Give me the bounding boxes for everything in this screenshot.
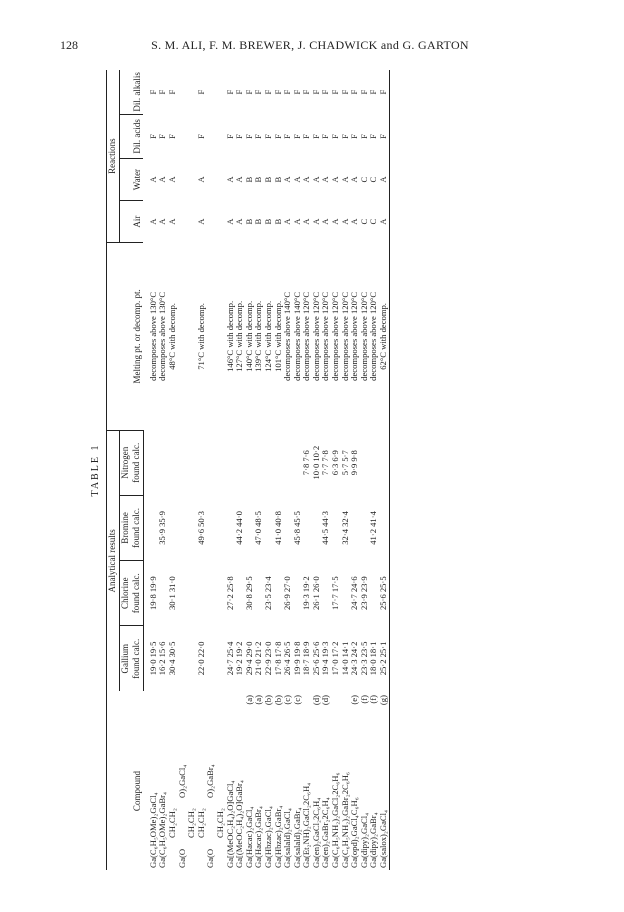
chlorine-value: 26·9 27·0 [282,576,293,611]
footnote-ref: (a) [253,695,264,705]
table-row [264,70,274,870]
gallium-value: 17·8 17·8 [272,641,283,676]
header-nitrogen-fc: found calc. [131,430,143,495]
melting-point: decomposes above 120°C [339,291,350,381]
acid-reaction: F [253,134,264,139]
alkali-reaction: F [224,89,235,95]
acid-reaction: F [291,134,302,139]
running-head: S. M. ALI, F. M. BREWER, J. CHADWICK and G. GARTON [151,38,469,52]
melting-point: decomposes above 120°C [301,291,312,381]
alkali-reaction: F [272,89,283,95]
melting-point: 48°C with decomp. [166,303,177,370]
gallium-value: 14·0 14·1 [339,641,350,676]
bromine-value [379,495,389,560]
footnote-ref [149,691,159,712]
alkali-reaction: F [282,89,293,95]
chlorine-value: 19·3 19·2 [301,576,312,611]
header-melting: Melting pt. or decomp. pt. [107,243,144,430]
footnote-ref: (b) [272,695,283,706]
air-reaction: B [262,218,273,225]
gallium-value: 16·2 15·6 [157,641,168,676]
gallium-value: 26·4 26·5 [282,641,293,676]
nitrogen-value: 6·3 6·9 [330,450,341,476]
table-row [283,70,293,870]
acid-reaction: F [195,134,206,139]
nitrogen-value [369,430,379,495]
gallium-value: 18·7 18·9 [301,641,312,676]
alkali-reaction: F [339,89,350,95]
melting-point: 139°C with decomp. [253,300,264,372]
water-reaction: A [291,176,302,183]
rotated-table-page [90,70,530,870]
air-reaction: C [368,218,379,225]
acid-reaction: F [339,134,350,139]
footnote-ref: (d) [310,695,321,706]
water-reaction: B [272,176,283,183]
nitrogen-value [226,430,236,495]
gallium-value: 22·9 23·0 [262,641,273,676]
footnote-ref [158,691,168,712]
gallium-value: 24·3 24·2 [349,641,360,676]
air-reaction: B [272,218,283,225]
air-reaction: A [379,201,389,243]
melting-point: 62°C with decomp. [379,243,389,430]
header-dil-alkalis: Dil. alkalis [119,70,143,114]
air-reaction: A [320,218,331,225]
header-reactions: Reactions [107,70,120,243]
acid-reaction: F [234,134,245,139]
table-row [149,70,159,870]
air-reaction: A [166,218,177,225]
bromine-value: 49·6 50·3 [195,511,206,545]
chlorine-value: 17·7 17·5 [330,576,341,611]
air-reaction: A [330,218,341,225]
bromine-value: 47·0 48·5 [253,511,264,545]
table-row [360,70,370,870]
bromine-value: 32·4 32·4 [339,511,350,545]
compound-name [197,712,226,870]
ring-top: CH₂CH₂ [195,808,206,838]
gallium-value: 23·3 23·5 [358,641,369,676]
header-chlorine: Chlorine [119,561,131,626]
melting-point: decomposes above 140°C [291,291,302,381]
acid-reaction: F [301,134,312,139]
alkali-reaction: F [320,89,331,95]
air-reaction: A [339,218,350,225]
bromine-value: 35·9 35·9 [157,511,168,545]
footnote-ref: (e) [349,695,360,705]
acid-reaction: F [379,114,389,158]
compound-name: Ga[(MeOC₂H₄)₂O]GaBr₄ [234,780,245,868]
water-reaction: A [320,176,331,183]
chlorine-value: 30·8 29·5 [243,576,254,611]
compound-name: Ga[(MeOC₂H₄)₂O]GaCl₄ [224,780,235,868]
melting-point: 101°C with decomp. [272,300,283,372]
air-reaction: A [291,218,302,225]
water-reaction: A [157,176,168,183]
footnote-ref: (g) [379,691,389,712]
air-reaction: A [301,218,312,225]
gallium-value: 19·4 19·3 [320,641,331,676]
footnote-ref: (c) [282,695,293,705]
water-reaction: A [195,176,206,183]
water-reaction: A [224,176,235,183]
table-caption: TABLE 1 [90,443,101,497]
water-reaction: A [330,176,341,183]
water-reaction: A [339,176,350,183]
alkali-reaction: F [330,89,341,95]
water-reaction: A [147,176,158,183]
compound-name: Ga(Et₂NH)₂GaCl₂2C₆H₄ [301,782,312,868]
header-water: Water [119,159,143,201]
acid-reaction: F [358,134,369,139]
compound-name: Ga(C₆H₅NH₂)₂GaCl₂2C₆H₆ [330,772,341,868]
ring-bottom: CH₂CH₂ [214,808,225,838]
footnote-ref [226,691,236,712]
melting-point: decomposes above 120°C [349,291,360,381]
compound-name: Ga(dipy)₂GaBr₄ [368,812,379,868]
nitrogen-value: 10·0 10·2 [310,445,321,480]
ring-top: CH₂CH₂ [166,808,177,838]
air-reaction: B [243,218,254,225]
alkali-reaction: F [310,89,321,95]
gallium-value: 30·4 30·5 [166,641,177,676]
footnote-ref: (d) [320,695,331,706]
compound-name: Ga(dipy)₂GaCl₄ [358,812,369,868]
bromine-value [302,495,312,560]
compound-name: Ga(en)₂GaCl₂2C₆H₄ [310,797,321,868]
melting-point: decomposes above 120°C [320,291,331,381]
gallium-value: 29·4 29·0 [243,641,254,676]
gallium-value: 22·0 22·0 [195,641,206,676]
water-reaction: A [301,176,312,183]
air-reaction: A [157,218,168,225]
table-row [235,70,245,870]
footnote-ref: (a) [243,695,254,705]
water-reaction: A [234,176,245,183]
air-reaction: A [349,218,360,225]
compound-name: Ga(C₆H₅OMe)₂GaCl₄ [147,792,158,868]
header-gallium-fc: found calc. [131,626,143,691]
header-bromine-fc: found calc. [131,495,143,560]
alkali-reaction: F [262,89,273,95]
air-reaction: A [234,218,245,225]
table-row [369,70,379,870]
melting-point: 146°C with decomp. [224,300,235,372]
nitrogen-value [197,430,226,495]
chlorine-value: 27·2 25·8 [224,576,235,611]
footnote-ref: (f) [358,695,369,704]
acid-reaction: F [282,134,293,139]
footnote-ref: (f) [368,695,379,704]
gallium-value: 24·7 25·4 [224,641,235,676]
nitrogen-value [264,430,274,495]
ring-right: O)₂GaBr₄ [205,764,216,798]
gallium-value: 17·0 17·2 [330,641,341,676]
compound-name: Ga(en)₂GaBr₂2C₆H₄ [320,797,331,868]
alkali-reaction: F [368,89,379,95]
nitrogen-value: 5·7 5·7 [339,450,350,476]
melting-point: decomposes above 120°C [368,291,379,381]
compound-name: Ga(Hacac)₂GaBr₄ [253,806,264,868]
melting-point: decomposes above 120°C [358,291,369,381]
chlorine-value: 25·6 25·5 [379,561,389,626]
gallium-value: 25·2 25·1 [379,626,389,691]
table-row [350,70,360,870]
alkali-reaction: F [358,89,369,95]
water-reaction: A [282,176,293,183]
nitrogen-value [235,430,245,495]
alkali-reaction: F [349,89,360,95]
water-reaction: B [262,176,273,183]
table-row [245,70,255,870]
gallium-value: 18·0 18·1 [368,641,379,676]
air-reaction: A [224,218,235,225]
alkali-reaction: F [166,89,177,95]
results-table [106,70,390,870]
table-row [379,70,389,870]
melting-point: 71°C with decomp. [195,303,206,370]
bromine-value [168,495,197,560]
chlorine-value: 26·1 26·0 [310,576,321,611]
nitrogen-value [254,430,264,495]
air-reaction: C [358,218,369,225]
table-body [149,70,389,870]
header-dil-acids: Dil. acids [119,114,143,158]
header-analytical: Analytical results [107,430,120,691]
melting-point: 127°C with decomp. [234,300,245,372]
alkali-reaction: F [157,89,168,95]
compound-name: Ga(C₆H₅NH₂)₂GaBr₂2C₆H₆ [339,772,350,868]
ring-bottom: CH₂CH₂ [186,808,197,838]
acid-reaction: F [157,134,168,139]
footnote-ref [331,691,341,712]
bromine-value: 41·2 41·4 [368,511,379,545]
melting-point: decomposes above 130°C [157,291,168,381]
alkali-reaction: F [301,89,312,95]
bromine-value: 41·0 40·8 [272,511,283,545]
chlorine-value: 23·5 23·4 [262,576,273,611]
acid-reaction: F [330,134,341,139]
melting-point: decomposes above 130°C [147,291,158,381]
table-row [226,70,236,870]
nitrogen-value [360,430,370,495]
water-reaction: A [349,176,360,183]
table-row [168,70,197,870]
compound-name: Ga(C₆H₅OMe)₂GaBr₄ [157,792,168,868]
water-reaction: A [379,159,389,201]
water-reaction: B [243,176,254,183]
water-reaction: C [368,176,379,183]
water-reaction: A [310,176,321,183]
ring-left: Ga(O [205,848,216,868]
water-reaction: C [358,176,369,183]
compound-name: Ga(Hacac)₂GaCl₄ [243,806,254,868]
gallium-value: 19·0 19·5 [147,641,158,676]
header-bromine: Bromine [119,495,131,560]
table-row [254,70,264,870]
nitrogen-value [168,430,197,495]
ring-right: O)₂GaCl₄ [176,764,187,798]
compound-name [168,712,197,870]
nitrogen-value [379,430,389,495]
header-chlorine-fc: found calc. [131,561,143,626]
header-air: Air [119,201,143,243]
header-gallium: Gallium [119,643,130,674]
nitrogen-value [245,430,255,495]
chlorine-value: 19·8 19·9 [147,576,158,611]
table-row [158,70,168,870]
melting-point: 140°C with decomp. [243,300,254,372]
footnote-ref [197,691,226,712]
acid-reaction: F [147,134,158,139]
footnote-ref: (c) [291,695,302,705]
acid-reaction: F [320,134,331,139]
air-reaction: A [282,218,293,225]
air-reaction: A [195,218,206,225]
gallium-value: 25·6 25·6 [310,641,321,676]
acid-reaction: F [224,134,235,139]
acid-reaction: F [349,134,360,139]
water-reaction: A [166,176,177,183]
water-reaction: B [253,176,264,183]
melting-point: decomposes above 140°C [282,291,293,381]
bromine-value: 45·8 45·5 [291,511,302,545]
nitrogen-value [158,430,168,495]
compound-name: Ga(Hbzac)₂GaBr₄ [272,805,283,868]
bromine-value: 44·5 44·3 [320,511,331,545]
acid-reaction: F [166,134,177,139]
compound-name: Ga(salald)₂GaCl₄ [282,808,293,868]
compound-name: Ga(opd)₂GaCl₄C₆H₆ [349,797,360,868]
chlorine-value: 30·1 31·0 [166,576,177,611]
alkali-reaction: F [234,89,245,95]
alkali-reaction: F [243,89,254,95]
nitrogen-value: 9·9 9·8 [349,450,360,476]
melting-point: decomposes above 120°C [330,291,341,381]
footnote-ref [168,691,197,712]
compound-name: Ga(salox)₂GaCl₄ [379,712,389,870]
acid-reaction: F [310,134,321,139]
melting-point: decomposes above 120°C [310,291,321,381]
acid-reaction: F [368,134,379,139]
footnote-ref: (b) [262,695,273,706]
air-reaction: A [310,218,321,225]
table-row [197,70,226,870]
gallium-value: 19·2 19·2 [234,641,245,676]
chlorine-value: 24·7 24·6 [349,576,360,611]
nitrogen-value [283,430,293,495]
melting-point: 124°C with decomp. [262,300,273,372]
air-reaction: B [253,218,264,225]
nitrogen-value [149,430,159,495]
alkali-reaction: F [379,70,389,114]
acid-reaction: F [243,134,254,139]
chlorine-value: 23·9 23·9 [358,576,369,611]
air-reaction: A [147,218,158,225]
ring-left: Ga(O [176,848,187,868]
nitrogen-value [274,430,284,495]
table-row [274,70,284,870]
nitrogen-value: 7·8 7·6 [301,450,312,476]
header-compound: Compound [107,712,144,870]
bromine-value: 44·2 44·0 [234,511,245,545]
running-header [60,38,560,58]
nitrogen-value: 7·7 7·8 [320,450,331,476]
header-nitrogen: Nitrogen [119,430,131,495]
compound-name: Ga(Hbzac)₂GaCl₄ [262,806,273,868]
alkali-reaction: F [291,89,302,95]
page-number: 128 [60,38,78,52]
acid-reaction: F [262,134,273,139]
acid-reaction: F [272,134,283,139]
alkali-reaction: F [195,89,206,95]
chlorine-value [197,561,226,626]
alkali-reaction: F [147,89,158,95]
gallium-value: 21·0 21·2 [253,641,264,676]
compound-name: Ga(salald)₂GaBr₄ [291,807,302,868]
alkali-reaction: F [253,89,264,95]
gallium-value: 19·9 19·8 [291,641,302,676]
bromine-value [350,495,360,560]
